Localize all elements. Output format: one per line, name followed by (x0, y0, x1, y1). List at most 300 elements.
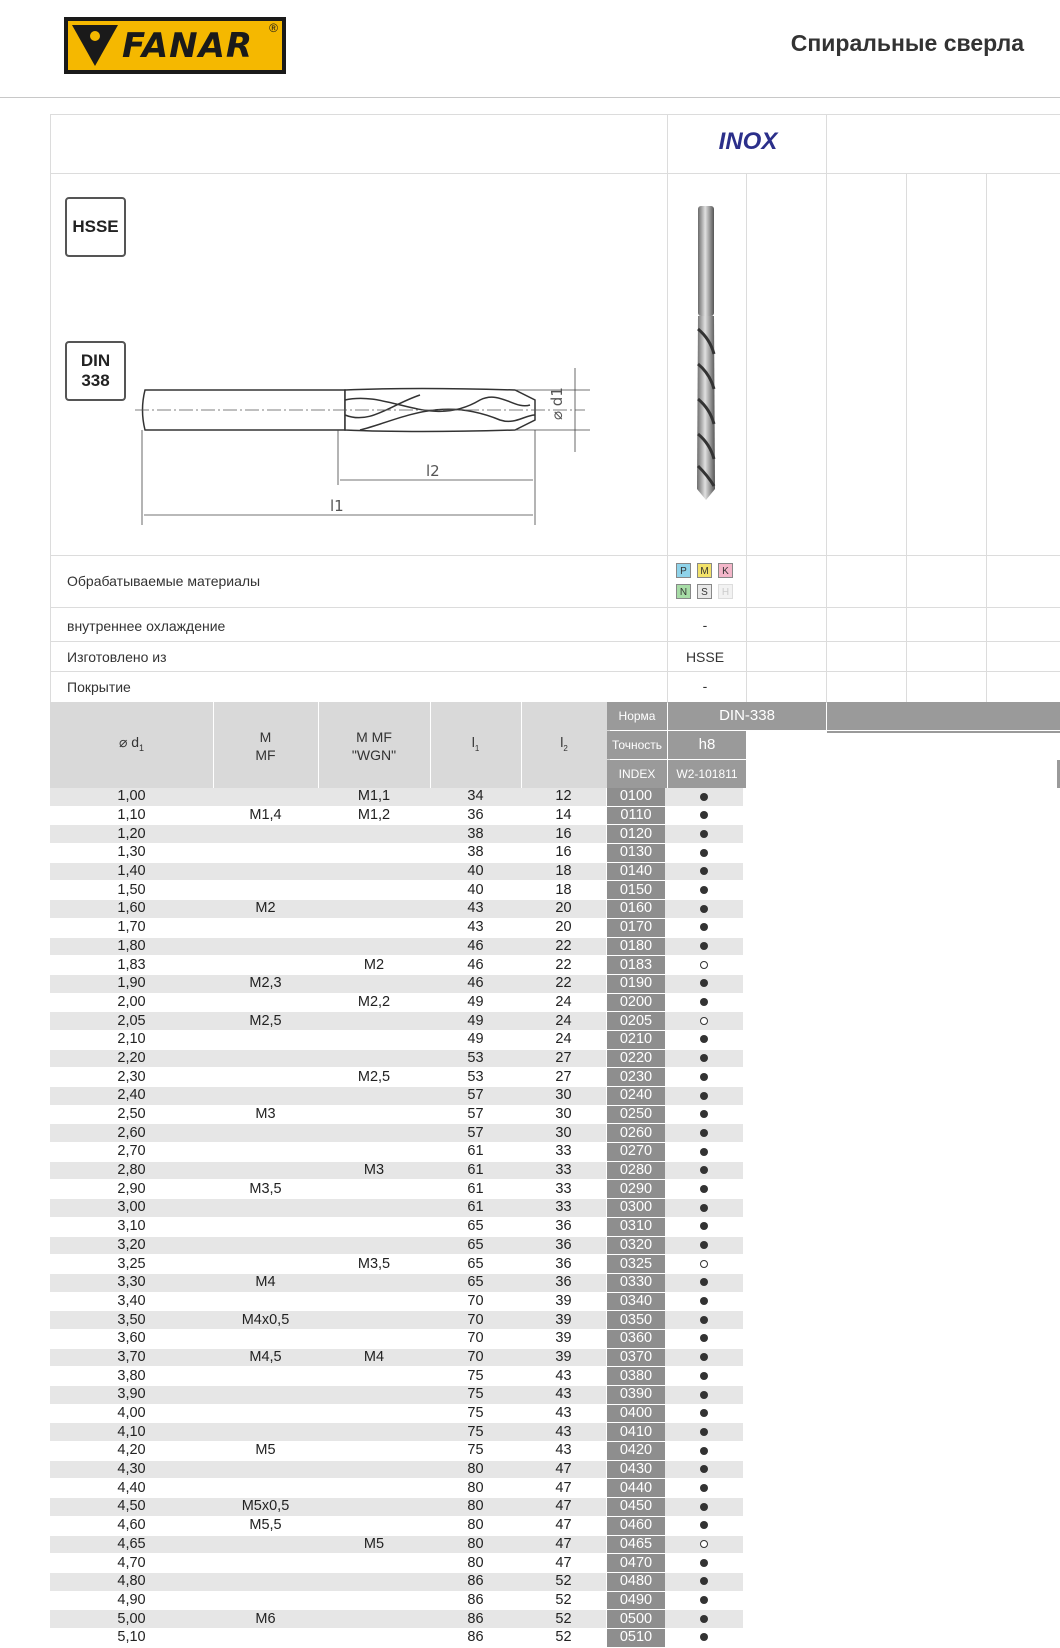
index-value: W2-101811 (668, 760, 746, 788)
in-stock-dot-icon (700, 1409, 708, 1417)
cell-l2: 36 (521, 1236, 607, 1255)
cell-stock (665, 1311, 743, 1330)
cell-wgn (318, 844, 430, 863)
norm-value: DIN-338 (668, 702, 826, 730)
cell-wgn (318, 862, 430, 881)
in-stock-dot-icon (700, 1577, 708, 1585)
cell-m: M4,5 (213, 1348, 318, 1367)
cell-l1: 75 (430, 1367, 521, 1386)
cell-l1: 65 (430, 1236, 521, 1255)
cell-idx: 0340 (607, 1292, 666, 1311)
cell-l1: 40 (430, 862, 521, 881)
cell-d1: 2,60 (50, 1124, 213, 1143)
cell-l1: 80 (430, 1535, 521, 1554)
col-header-d1-text: ⌀ d (118, 734, 140, 750)
cell-l1: 80 (430, 1460, 521, 1479)
cell-l2: 39 (521, 1292, 607, 1311)
cell-idx: 0510 (607, 1628, 666, 1647)
in-stock-dot-icon (700, 1129, 708, 1137)
cell-idx: 0190 (607, 974, 666, 993)
cell-d1: 1,30 (50, 844, 213, 863)
cell-l1: 61 (430, 1143, 521, 1162)
cell-m: M2,3 (213, 974, 318, 993)
cell-wgn: M3 (318, 1161, 430, 1180)
cell-l2: 47 (521, 1498, 607, 1517)
cell-l1: 53 (430, 1049, 521, 1068)
table-row (50, 881, 743, 900)
cell-idx: 0110 (607, 806, 666, 825)
cell-l1: 57 (430, 1087, 521, 1106)
cell-wgn (318, 1572, 430, 1591)
cell-l1: 65 (430, 1273, 521, 1292)
cell-l2: 36 (521, 1273, 607, 1292)
norm-badge-line1: DIN (80, 351, 111, 370)
cell-l1: 46 (430, 956, 521, 975)
cell-m (213, 1572, 318, 1591)
table-row (50, 1572, 743, 1591)
in-stock-dot-icon (700, 793, 708, 801)
cell-l1: 86 (430, 1591, 521, 1610)
panel-divider (50, 641, 1060, 642)
cell-stock (665, 974, 743, 993)
property-value: - (702, 678, 708, 694)
cell-d1: 1,10 (50, 806, 213, 825)
cell-wgn: M1,1 (318, 788, 430, 806)
cell-l2: 43 (521, 1404, 607, 1423)
property-value: - (702, 617, 708, 633)
table-row (50, 825, 743, 844)
cell-l2: 43 (521, 1423, 607, 1442)
dim-l1-label: l1 (330, 497, 344, 515)
cell-l2: 22 (521, 974, 607, 993)
on-order-ring-icon (700, 1540, 708, 1548)
cell-stock (665, 1049, 743, 1068)
cell-idx: 0280 (607, 1161, 666, 1180)
cell-l1: 80 (430, 1516, 521, 1535)
cell-d1: 4,50 (50, 1498, 213, 1517)
col-header-wgn (318, 728, 430, 764)
cell-l1: 46 (430, 974, 521, 993)
property-value: HSSE (685, 649, 725, 665)
table-row (50, 1180, 743, 1199)
cell-m (213, 1068, 318, 1087)
series-label: INOX (718, 128, 778, 155)
in-stock-dot-icon (700, 1035, 708, 1043)
cell-l1: 86 (430, 1628, 521, 1647)
cell-d1: 3,50 (50, 1311, 213, 1330)
cell-stock (665, 1479, 743, 1498)
cell-d1: 1,80 (50, 937, 213, 956)
cell-l1: 86 (430, 1610, 521, 1629)
cell-wgn (318, 1273, 430, 1292)
cell-m (213, 1030, 318, 1049)
cell-l2: 52 (521, 1610, 607, 1629)
cell-wgn (318, 1460, 430, 1479)
cell-d1: 1,83 (50, 956, 213, 975)
cell-l1: 75 (430, 1423, 521, 1442)
in-stock-dot-icon (700, 1484, 708, 1492)
cell-idx: 0200 (607, 993, 666, 1012)
cell-stock (665, 1236, 743, 1255)
cell-stock (665, 1554, 743, 1573)
cell-idx: 0470 (607, 1554, 666, 1573)
cell-d1: 1,20 (50, 825, 213, 844)
dim-d1-label: ⌀ d1 (548, 387, 566, 420)
cell-m (213, 788, 318, 806)
cell-l1: 75 (430, 1386, 521, 1405)
cell-m (213, 1236, 318, 1255)
in-stock-dot-icon (700, 1428, 708, 1436)
cell-wgn (318, 1012, 430, 1031)
in-stock-dot-icon (700, 1465, 708, 1473)
cell-l1: 34 (430, 788, 521, 806)
in-stock-dot-icon (700, 1278, 708, 1286)
cell-idx: 0500 (607, 1610, 666, 1629)
cell-idx: 0290 (607, 1180, 666, 1199)
col-header-d1-sub: 1 (139, 742, 145, 753)
cell-l2: 33 (521, 1161, 607, 1180)
cell-idx: 0460 (607, 1516, 666, 1535)
cell-l1: 49 (430, 1030, 521, 1049)
cell-idx: 0440 (607, 1479, 666, 1498)
cell-d1: 3,40 (50, 1292, 213, 1311)
panel-divider (746, 173, 747, 702)
col-header-l2-sub: 2 (563, 743, 568, 753)
in-stock-dot-icon (700, 1054, 708, 1062)
table-row (50, 1255, 743, 1274)
cell-stock (665, 806, 743, 825)
cell-d1: 2,80 (50, 1161, 213, 1180)
table-row (50, 1610, 743, 1629)
cell-m (213, 1535, 318, 1554)
in-stock-dot-icon (700, 811, 708, 819)
dim-l2-label: l2 (426, 462, 440, 480)
cell-m (213, 1049, 318, 1068)
cell-l2: 18 (521, 881, 607, 900)
cell-stock (665, 1348, 743, 1367)
cell-idx: 0220 (607, 1049, 666, 1068)
cell-wgn (318, 900, 430, 919)
on-order-ring-icon (700, 1017, 708, 1025)
cell-idx: 0300 (607, 1199, 666, 1218)
cell-l2: 12 (521, 788, 607, 806)
col-header-m-line1: M (259, 729, 272, 745)
table-row (50, 788, 743, 806)
cell-l2: 27 (521, 1068, 607, 1087)
table-row (50, 1124, 743, 1143)
drill-photo (692, 204, 722, 504)
cell-wgn (318, 1367, 430, 1386)
panel-divider (906, 173, 907, 702)
panel-divider (826, 114, 827, 702)
cell-m: M4x0,5 (213, 1311, 318, 1330)
table-row (50, 1628, 743, 1647)
cell-wgn (318, 1479, 430, 1498)
cell-l2: 47 (521, 1516, 607, 1535)
material-group-n: N (676, 584, 691, 599)
in-stock-dot-icon (700, 849, 708, 857)
cell-l1: 38 (430, 844, 521, 863)
in-stock-dot-icon (700, 942, 708, 950)
in-stock-dot-icon (700, 1222, 708, 1230)
in-stock-dot-icon (700, 1596, 708, 1604)
cell-l1: 43 (430, 918, 521, 937)
cell-wgn (318, 825, 430, 844)
cell-stock (665, 956, 743, 975)
cell-l2: 47 (521, 1554, 607, 1573)
table-row (50, 1423, 743, 1442)
cell-stock (665, 1572, 743, 1591)
cell-d1: 1,90 (50, 974, 213, 993)
cell-l2: 16 (521, 825, 607, 844)
cell-idx: 0450 (607, 1498, 666, 1517)
cell-m: M6 (213, 1610, 318, 1629)
tolerance-label: Точность (607, 731, 667, 759)
table-row (50, 1367, 743, 1386)
cell-d1: 1,60 (50, 900, 213, 919)
on-order-ring-icon (700, 1260, 708, 1268)
cell-wgn (318, 1199, 430, 1218)
in-stock-dot-icon (700, 1241, 708, 1249)
cell-idx: 0330 (607, 1273, 666, 1292)
cell-l2: 36 (521, 1217, 607, 1236)
cell-wgn (318, 1236, 430, 1255)
cell-m (213, 844, 318, 863)
cell-stock (665, 862, 743, 881)
col-header-wgn-line2: "WGN" (351, 747, 397, 763)
table-row (50, 937, 743, 956)
table-row (50, 1554, 743, 1573)
cell-m (213, 1386, 318, 1405)
cell-idx: 0400 (607, 1404, 666, 1423)
cell-wgn (318, 1498, 430, 1517)
cell-l2: 43 (521, 1442, 607, 1461)
table-row (50, 918, 743, 937)
table-row (50, 1236, 743, 1255)
cell-l2: 52 (521, 1628, 607, 1647)
cell-stock (665, 1124, 743, 1143)
cell-l1: 65 (430, 1255, 521, 1274)
cell-l2: 14 (521, 806, 607, 825)
cell-d1: 3,20 (50, 1236, 213, 1255)
cell-l1: 61 (430, 1180, 521, 1199)
cell-idx: 0320 (607, 1236, 666, 1255)
cell-wgn (318, 1030, 430, 1049)
cell-stock (665, 1217, 743, 1236)
in-stock-dot-icon (700, 905, 708, 913)
cell-m: M2 (213, 900, 318, 919)
cell-idx: 0230 (607, 1068, 666, 1087)
panel-divider (667, 114, 668, 702)
cell-wgn (318, 1105, 430, 1124)
cell-m (213, 993, 318, 1012)
cell-l1: 57 (430, 1105, 521, 1124)
cell-d1: 3,70 (50, 1348, 213, 1367)
cell-stock (665, 788, 743, 806)
cell-d1: 3,30 (50, 1273, 213, 1292)
table-row (50, 993, 743, 1012)
table-row (50, 862, 743, 881)
header-divider (0, 97, 1060, 98)
cell-d1: 4,00 (50, 1404, 213, 1423)
in-stock-dot-icon (700, 1521, 708, 1529)
cell-stock (665, 937, 743, 956)
cell-wgn (318, 1180, 430, 1199)
cell-l1: 61 (430, 1161, 521, 1180)
panel-divider (50, 671, 1060, 672)
cell-d1: 3,60 (50, 1329, 213, 1348)
cell-l2: 20 (521, 918, 607, 937)
cell-l2: 30 (521, 1124, 607, 1143)
cell-l2: 39 (521, 1348, 607, 1367)
cell-d1: 4,80 (50, 1572, 213, 1591)
cell-l2: 24 (521, 1030, 607, 1049)
cell-wgn (318, 1124, 430, 1143)
in-stock-dot-icon (700, 1073, 708, 1081)
table-row (50, 1273, 743, 1292)
col-header-l1-sub: 1 (474, 743, 480, 753)
cell-l1: 53 (430, 1068, 521, 1087)
material-group-k: K (718, 563, 733, 578)
in-stock-dot-icon (700, 979, 708, 987)
cell-stock (665, 881, 743, 900)
cell-wgn (318, 1311, 430, 1330)
cell-wgn (318, 1591, 430, 1610)
table-row (50, 1516, 743, 1535)
table-row (50, 1311, 743, 1330)
in-stock-dot-icon (700, 886, 708, 894)
material-group-p: P (676, 563, 691, 578)
cell-stock (665, 1460, 743, 1479)
table-row (50, 1068, 743, 1087)
cell-l2: 33 (521, 1143, 607, 1162)
cell-l2: 27 (521, 1049, 607, 1068)
cell-d1: 2,90 (50, 1180, 213, 1199)
cell-m (213, 918, 318, 937)
cell-d1: 4,70 (50, 1554, 213, 1573)
cell-wgn (318, 1329, 430, 1348)
cell-l2: 52 (521, 1572, 607, 1591)
cell-m: M4 (213, 1273, 318, 1292)
table-row (50, 956, 743, 975)
cell-l1: 75 (430, 1442, 521, 1461)
in-stock-dot-icon (700, 1204, 708, 1212)
table-row (50, 1386, 743, 1405)
cell-d1: 4,40 (50, 1479, 213, 1498)
cell-l2: 39 (521, 1329, 607, 1348)
cell-m (213, 1217, 318, 1236)
cell-l2: 24 (521, 993, 607, 1012)
cell-wgn (318, 1442, 430, 1461)
fanar-logo (64, 17, 286, 74)
in-stock-dot-icon (700, 998, 708, 1006)
cell-d1: 4,65 (50, 1535, 213, 1554)
col-header-wgn-line1: M MF (356, 729, 392, 745)
cell-wgn (318, 1516, 430, 1535)
cell-m (213, 1199, 318, 1218)
cell-l1: 80 (430, 1498, 521, 1517)
cell-l2: 30 (521, 1087, 607, 1106)
cell-wgn (318, 1404, 430, 1423)
cell-stock (665, 1535, 743, 1554)
cell-m: M5 (213, 1442, 318, 1461)
cell-l2: 22 (521, 937, 607, 956)
cell-m (213, 1255, 318, 1274)
cell-wgn (318, 881, 430, 900)
col-header-l2-text: l (560, 734, 564, 750)
cell-wgn: M4 (318, 1348, 430, 1367)
logo-registered-mark: ® (269, 21, 278, 35)
cell-m (213, 1423, 318, 1442)
cell-d1: 2,05 (50, 1012, 213, 1031)
cell-l1: 80 (430, 1479, 521, 1498)
norm-badge (65, 341, 126, 401)
cell-idx: 0205 (607, 1012, 666, 1031)
cell-l2: 36 (521, 1255, 607, 1274)
cell-d1: 4,10 (50, 1423, 213, 1442)
cell-d1: 1,70 (50, 918, 213, 937)
table-row (50, 1217, 743, 1236)
cell-d1: 3,00 (50, 1199, 213, 1218)
cell-l1: 75 (430, 1404, 521, 1423)
in-stock-dot-icon (700, 1166, 708, 1174)
cell-stock (665, 918, 743, 937)
cell-m: M5,5 (213, 1516, 318, 1535)
cell-idx: 0420 (607, 1442, 666, 1461)
cell-stock (665, 1498, 743, 1517)
cell-idx: 0310 (607, 1217, 666, 1236)
cell-l2: 33 (521, 1180, 607, 1199)
material-groups (676, 563, 740, 603)
table-row (50, 1161, 743, 1180)
table-row (50, 1012, 743, 1031)
cell-stock (665, 1610, 743, 1629)
cell-wgn (318, 1292, 430, 1311)
cell-m: M1,4 (213, 806, 318, 825)
cell-d1: 4,90 (50, 1591, 213, 1610)
cell-wgn (318, 1628, 430, 1647)
cell-wgn (318, 1087, 430, 1106)
cell-l2: 43 (521, 1367, 607, 1386)
on-order-ring-icon (700, 961, 708, 969)
in-stock-dot-icon (700, 830, 708, 838)
col-header-m-line2: MF (255, 747, 276, 763)
cell-m (213, 1460, 318, 1479)
cell-l1: 61 (430, 1199, 521, 1218)
table-row (50, 974, 743, 993)
table-row (50, 1460, 743, 1479)
cell-l2: 33 (521, 1199, 607, 1218)
cell-l1: 46 (430, 937, 521, 956)
cell-m (213, 956, 318, 975)
cell-m (213, 881, 318, 900)
in-stock-dot-icon (700, 1297, 708, 1305)
property-label: Покрытие (67, 679, 131, 695)
cell-stock (665, 1180, 743, 1199)
cell-d1: 1,40 (50, 862, 213, 881)
cell-m (213, 862, 318, 881)
cell-m (213, 1087, 318, 1106)
material-group-m: M (697, 563, 712, 578)
cell-l1: 70 (430, 1311, 521, 1330)
property-label: Изготовлено из (67, 649, 167, 665)
cell-idx: 0150 (607, 881, 666, 900)
cell-wgn: M2,2 (318, 993, 430, 1012)
cell-l2: 47 (521, 1535, 607, 1554)
cell-wgn (318, 1386, 430, 1405)
cell-wgn (318, 1217, 430, 1236)
cell-d1: 1,50 (50, 881, 213, 900)
